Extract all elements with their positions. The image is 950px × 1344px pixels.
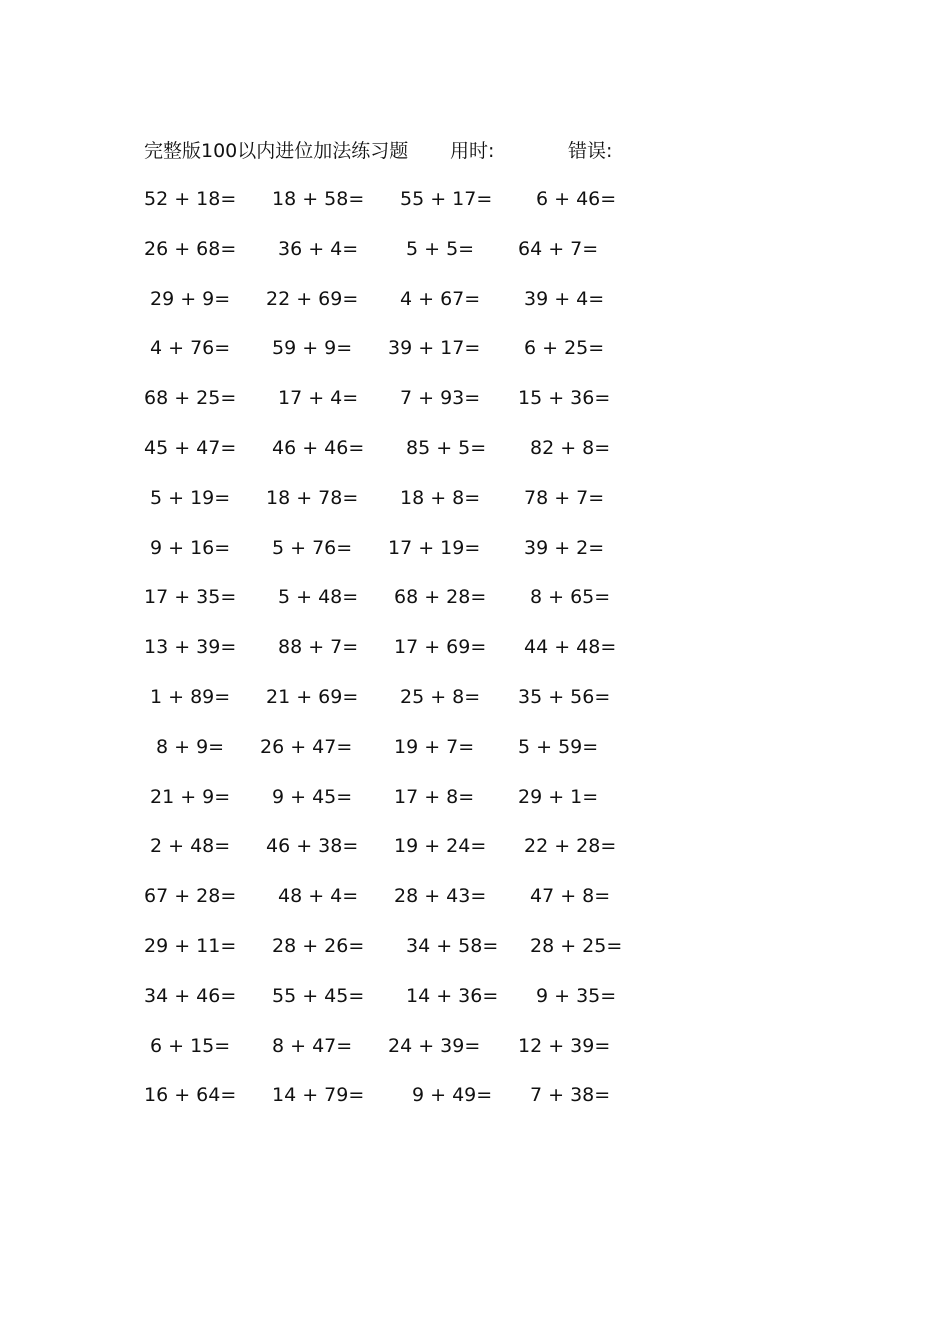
problem-item: 19 + 7= <box>394 735 475 758</box>
problem-item: 15 + 36= <box>518 387 611 410</box>
problem-item: 34 + 58= <box>406 934 499 957</box>
problem-item: 29 + 1= <box>518 785 599 808</box>
problem-grid <box>140 184 640 1130</box>
problem-row <box>140 234 640 284</box>
problem-item: 68 + 28= <box>394 586 487 609</box>
problem-item: 7 + 38= <box>530 1084 611 1107</box>
problem-item: 4 + 76= <box>150 337 231 360</box>
problem-item: 19 + 24= <box>394 835 487 858</box>
problem-item: 8 + 65= <box>530 586 611 609</box>
problem-row <box>140 483 640 533</box>
problem-row <box>140 333 640 383</box>
problem-row <box>140 184 640 234</box>
problem-item: 5 + 5= <box>406 237 475 260</box>
problem-row <box>140 632 640 682</box>
problem-item: 22 + 69= <box>266 287 359 310</box>
errors-label: 错误: <box>568 140 613 162</box>
problem-item: 26 + 47= <box>260 735 353 758</box>
problem-item: 28 + 25= <box>530 934 623 957</box>
problem-row <box>140 433 640 483</box>
problem-item: 7 + 93= <box>400 387 481 410</box>
problem-row <box>140 1080 640 1130</box>
problem-item: 55 + 17= <box>400 188 493 210</box>
problem-item: 82 + 8= <box>530 436 611 459</box>
problem-item: 17 + 19= <box>388 536 481 559</box>
problem-item: 85 + 5= <box>406 436 487 459</box>
problem-row <box>140 931 640 981</box>
problem-item: 45 + 47= <box>144 436 237 459</box>
problem-item: 18 + 58= <box>272 188 365 210</box>
problem-item: 1 + 89= <box>150 685 231 708</box>
problem-item: 13 + 39= <box>144 636 237 659</box>
problem-item: 67 + 28= <box>144 885 237 908</box>
problem-row <box>140 1031 640 1081</box>
problem-row <box>140 582 640 632</box>
problem-item: 28 + 26= <box>272 934 365 957</box>
problem-item: 6 + 15= <box>150 1034 231 1057</box>
problem-item: 4 + 67= <box>400 287 481 310</box>
problem-item: 5 + 59= <box>518 735 599 758</box>
problem-item: 9 + 16= <box>150 536 231 559</box>
problem-item: 5 + 19= <box>150 486 231 509</box>
problem-item: 44 + 48= <box>524 636 617 659</box>
problem-item: 2 + 48= <box>150 835 231 858</box>
problem-item: 22 + 28= <box>524 835 617 858</box>
problem-row <box>140 831 640 881</box>
problem-row <box>140 533 640 583</box>
problem-row <box>140 383 640 433</box>
problem-item: 34 + 46= <box>144 984 237 1007</box>
problem-item: 8 + 47= <box>272 1034 353 1057</box>
problem-item: 46 + 38= <box>266 835 359 858</box>
problem-item: 12 + 39= <box>518 1034 611 1057</box>
problem-item: 18 + 8= <box>400 486 481 509</box>
problem-item: 17 + 8= <box>394 785 475 808</box>
problem-row <box>140 981 640 1031</box>
problem-item: 48 + 4= <box>278 885 359 908</box>
problem-item: 17 + 4= <box>278 387 359 410</box>
problem-row <box>140 732 640 782</box>
problem-item: 88 + 7= <box>278 636 359 659</box>
problem-item: 78 + 7= <box>524 486 605 509</box>
problem-row <box>140 782 640 832</box>
problem-item: 55 + 45= <box>272 984 365 1007</box>
problem-item: 35 + 56= <box>518 685 611 708</box>
problem-item: 28 + 43= <box>394 885 487 908</box>
problem-item: 68 + 25= <box>144 387 237 410</box>
problem-item: 39 + 17= <box>388 337 481 360</box>
time-label: 用时: <box>450 140 495 162</box>
problem-item: 14 + 79= <box>272 1084 365 1107</box>
problem-item: 18 + 78= <box>266 486 359 509</box>
problem-item: 6 + 25= <box>524 337 605 360</box>
problem-item: 47 + 8= <box>530 885 611 908</box>
problem-item: 64 + 7= <box>518 237 599 260</box>
problem-item: 17 + 35= <box>144 586 237 609</box>
problem-row <box>140 682 640 732</box>
problem-item: 29 + 9= <box>150 287 231 310</box>
problem-item: 6 + 46= <box>536 188 617 210</box>
problem-item: 16 + 64= <box>144 1084 237 1107</box>
problem-item: 14 + 36= <box>406 984 499 1007</box>
problem-item: 29 + 11= <box>144 934 237 957</box>
problem-item: 5 + 48= <box>278 586 359 609</box>
problem-item: 17 + 69= <box>394 636 487 659</box>
problem-item: 9 + 35= <box>536 984 617 1007</box>
problem-item: 36 + 4= <box>278 237 359 260</box>
worksheet-title: 完整版100以内进位加法练习题 <box>144 140 409 162</box>
problem-item: 26 + 68= <box>144 237 237 260</box>
problem-item: 25 + 8= <box>400 685 481 708</box>
problem-item: 46 + 46= <box>272 436 365 459</box>
problem-item: 39 + 2= <box>524 536 605 559</box>
problem-item: 39 + 4= <box>524 287 605 310</box>
problem-item: 24 + 39= <box>388 1034 481 1057</box>
problem-row <box>140 284 640 334</box>
problem-item: 59 + 9= <box>272 337 353 360</box>
problem-item: 21 + 69= <box>266 685 359 708</box>
problem-item: 8 + 9= <box>156 735 225 758</box>
problem-item: 9 + 49= <box>412 1084 493 1107</box>
problem-item: 9 + 45= <box>272 785 353 808</box>
problem-item: 21 + 9= <box>150 785 231 808</box>
problem-row <box>140 881 640 931</box>
problem-item: 52 + 18= <box>144 188 237 210</box>
problem-item: 5 + 76= <box>272 536 353 559</box>
